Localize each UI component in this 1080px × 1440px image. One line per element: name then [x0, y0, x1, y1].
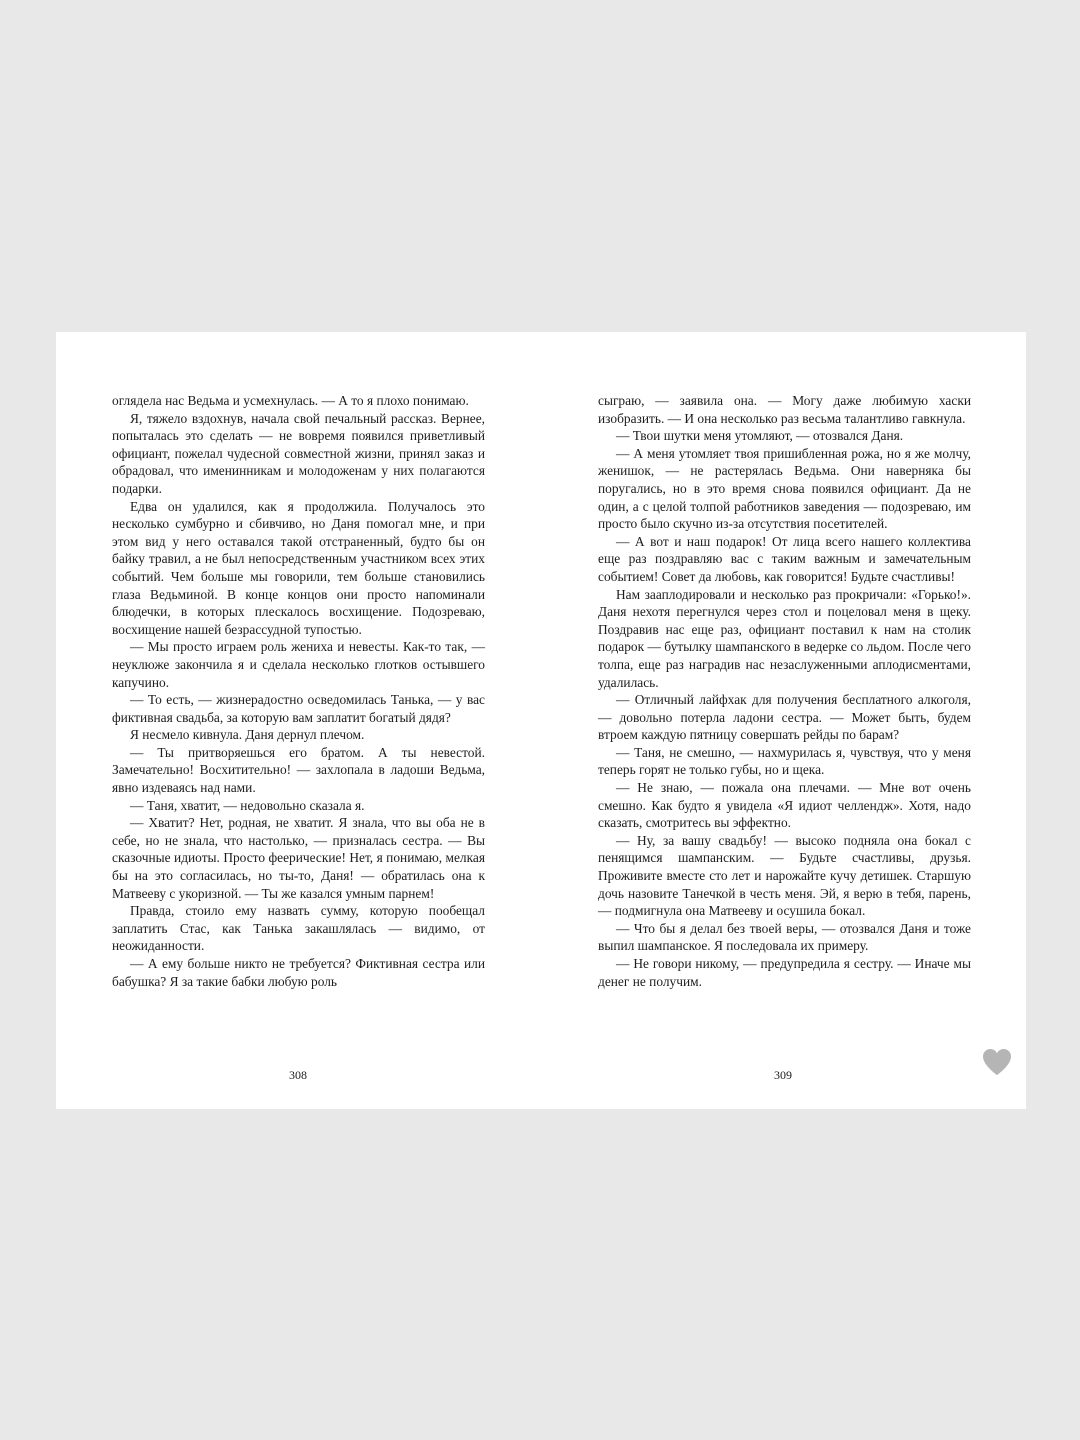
paragraph: Правда, стоило ему назвать сумму, которую пообещал заплатить Стас, как Танька закашлялась — видимо, от неожиданности.	[112, 903, 485, 954]
paragraph: — Что бы я делал без твоей веры, — отозвался Даня и тоже выпил шампанское. Я последовала их примеру.	[598, 920, 971, 954]
paragraph: — Ну, за вашу свадьбу! — высоко подняла она бокал с пенящимся шампанским. — Будьте счастливы, друзья. Проживите вместе сто лет и нарожайте кучу детишек. Старшую дочь назовите Танечкой в честь меня. Эй, я верю в тебя, парень, — подмигнула она Матвееву и осушила бокал.	[598, 832, 971, 919]
paragraph: Едва он удалился, как я продолжила. Получалось это несколько сумбурно и сбивчиво, но Даня помогал мне, и при этом вид у него оставался такой отстраненный, будто бы он байку травил, а не был непосредственным участником всех этих событий. Чем больше мы говорили, тем больше становились глаза Ведьминой. В конце концов они просто напоминали блюдечки, в которых плескалось восхищение. Подозреваю, восхищение нашей безрассудной тупостью.	[112, 498, 485, 637]
paragraph: — Не знаю, — пожала она плечами. — Мне вот очень смешно. Как будто я увидела «Я идиот челлендж». Хотя, надо сказать, смотритесь вы эффектно.	[598, 780, 971, 831]
paragraph: оглядела нас Ведьма и усмехнулась. — А то я плохо понимаю.	[112, 393, 469, 408]
page-number-right: 309	[774, 1068, 792, 1082]
paragraph: — Таня, не смешно, — нахмурилась я, чувствуя, что у меня теперь горят не только губы, но и щека.	[598, 744, 971, 778]
paragraph: Я, тяжело вздохнув, начала свой печальный рассказ. Вернее, попыталась это сделать — не вовремя появился приветливый официант, пожелал чудесной совместной жизни, принял заказ и обрадовал, что именинникам и молодоженам у них полагаются подарки.	[112, 410, 485, 496]
paragraph: — А вот и наш подарок! От лица всего нашего коллектива еще раз поздравляю вас с таким важным и замечательным событием! Совет да любовь, как говорится! Будьте счастливы!	[598, 533, 971, 584]
paragraph: — Ты притворяешься его братом. А ты невестой. Замечательно! Восхитительно! — захлопала в ладоши Ведьма, явно издеваясь над нами.	[112, 744, 485, 796]
paragraph: — Мы просто играем роль жениха и невесты. Как-то так, — неуклюже закончила я и сделала несколько глотков остывшего капучино.	[112, 639, 485, 690]
paragraph: — А меня утомляет твоя пришибленная рожа, но я же молчу, женишок, — не растерялась Ведьма. Они наверняка бы поругались, но в это время снова появился официант. Да не один, а с целой толпой работников заведения — подозреваю, им просто было скучно из-за отсутствия посетителей.	[598, 445, 971, 532]
paragraph: — То есть, — жизнерадостно осведомилась Танька, — у вас фиктивная свадьба, за которую вам заплатит богатый дядя?	[112, 692, 485, 725]
paragraph: — А ему больше никто не требуется? Фиктивная сестра или бабушка? Я за такие бабки любую роль	[112, 956, 485, 989]
paragraph: — Таня, хватит, — недовольно сказала я.	[130, 797, 365, 813]
paragraph: — Хватит? Нет, родная, не хватит. Я знала, что вы оба не в себе, но не знала, что настолько, — призналась сестра. — Вы сказочные идиоты. Просто феерические! Нет, я понимаю, мелкая бы на это согласилась, но ты-то, Даня! — обратилась она к Матвееву с укоризной. — Ты же казался умным парнем!	[112, 815, 485, 901]
paragraph: — Не говори никому, — предупредила я сестру. — Иначе мы денег не получим.	[598, 956, 971, 989]
left-page-text	[112, 392, 485, 990]
paragraph: Я несмело кивнула. Даня дернул плечом.	[130, 727, 365, 743]
paragraph: Нам зааплодировали и несколько раз прокричали: «Горько!». Даня нехотя перегнулся через стол и поцеловал меня в щеку. Поздравив нас еще раз, официант поставил к нам на столик подарок — бутылку шампанского в ведерке со льдом. После чего толпа, еще раз наградив нас незаслуженными аплодисментами, удалилась.	[598, 586, 971, 690]
heart-icon[interactable]	[982, 1048, 1012, 1076]
paragraph: — Твои шутки меня утомляют, — отозвался Даня.	[616, 428, 904, 444]
paragraph: — Отличный лайфхак для получения бесплатного алкоголя, — довольно потерла ладони сестра. — Может быть, будем втроем каждую пятницу совершать рейды по барам?	[598, 692, 971, 743]
book-spread	[56, 332, 1026, 1109]
right-page-text	[598, 392, 971, 990]
page-number-left: 308	[289, 1068, 307, 1082]
paragraph: сыграю, — заявила она. — Могу даже любимую хаски изобразить. — И она несколько раз весьма талантливо гавкнула.	[598, 393, 971, 426]
